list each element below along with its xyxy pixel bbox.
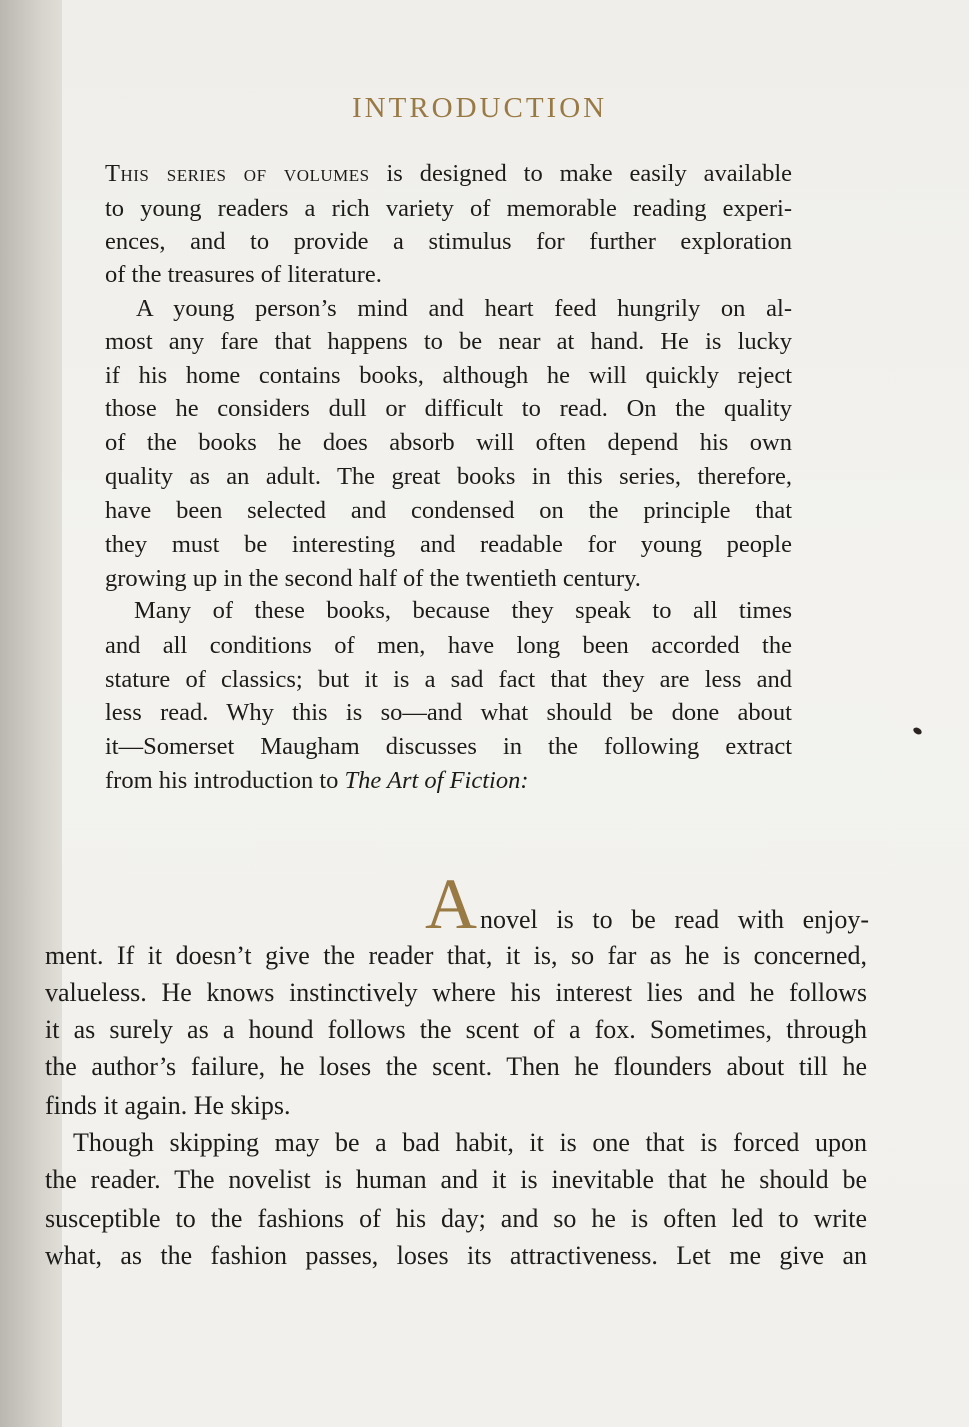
intro-line: quality as an adult. The great books in this series, therefore, (105, 463, 792, 490)
intro-line-text: is designed to make easily available (369, 160, 793, 187)
book-title: The Art of Fiction: (344, 767, 529, 794)
intro-line: to young readers a rich variety of memorable reading experi- (105, 195, 792, 222)
quote-line: Though skipping may be a bad habit, it is one that is forced upon (73, 1128, 867, 1157)
intro-line: of the treasures of literature. (105, 261, 382, 288)
intro-line (105, 160, 792, 188)
intro-line: Many of these books, because they speak to all times (134, 597, 792, 624)
quote-line: the author’s failure, he loses the scent. Then he flounders about till he (45, 1052, 867, 1081)
quote-line: the reader. The novelist is human and it is inevitable that he should be (45, 1165, 867, 1194)
intro-line: they must be interesting and readable for young people (105, 531, 792, 558)
intro-line: stature of classics; but it is a sad fact that they are less and (105, 666, 792, 693)
intro-line: those he considers dull or difficult to read. On the quality (105, 395, 792, 422)
intro-line: most any fare that happens to be near at hand. He is lucky (105, 328, 792, 355)
series-smallcaps: This series of volumes (105, 160, 370, 187)
intro-line: if his home contains books, although he will quickly reject (105, 362, 792, 389)
intro-line-text: from his introduction to (105, 767, 345, 794)
quote-line: what, as the fashion passes, loses its attractiveness. Let me give an (45, 1241, 867, 1270)
drop-cap: A (425, 864, 477, 944)
intro-line: less read. Why this is so—and what should be done about (105, 699, 792, 726)
page-title: INTRODUCTION (352, 92, 608, 124)
book-page (45, 0, 969, 1427)
intro-line: of the books he does absorb will often depend his own (105, 429, 792, 456)
quote-line: it as surely as a hound follows the scent of a fox. Sometimes, through (45, 1015, 867, 1044)
quote-line: novel is to be read with enjoy- (480, 905, 869, 934)
quote-line: valueless. He knows instinctively where his interest lies and he follows (45, 978, 867, 1007)
intro-line: it—Somerset Maugham discusses in the following extract (105, 733, 792, 760)
intro-line (105, 767, 792, 795)
intro-line: have been selected and condensed on the principle that (105, 497, 792, 524)
intro-line: ences, and to provide a stimulus for further exploration (105, 228, 792, 255)
intro-line: A young person’s mind and heart feed hungrily on al- (136, 295, 792, 322)
quote-line: susceptible to the fashions of his day; and so he is often led to write (45, 1204, 867, 1233)
quote-line: ment. If it doesn’t give the reader that, it is, so far as he is concerned, (45, 941, 867, 970)
intro-line: growing up in the second half of the twentieth century. (105, 565, 641, 592)
quote-line: finds it again. He skips. (45, 1091, 291, 1120)
intro-line: and all conditions of men, have long been accorded the (105, 632, 792, 659)
